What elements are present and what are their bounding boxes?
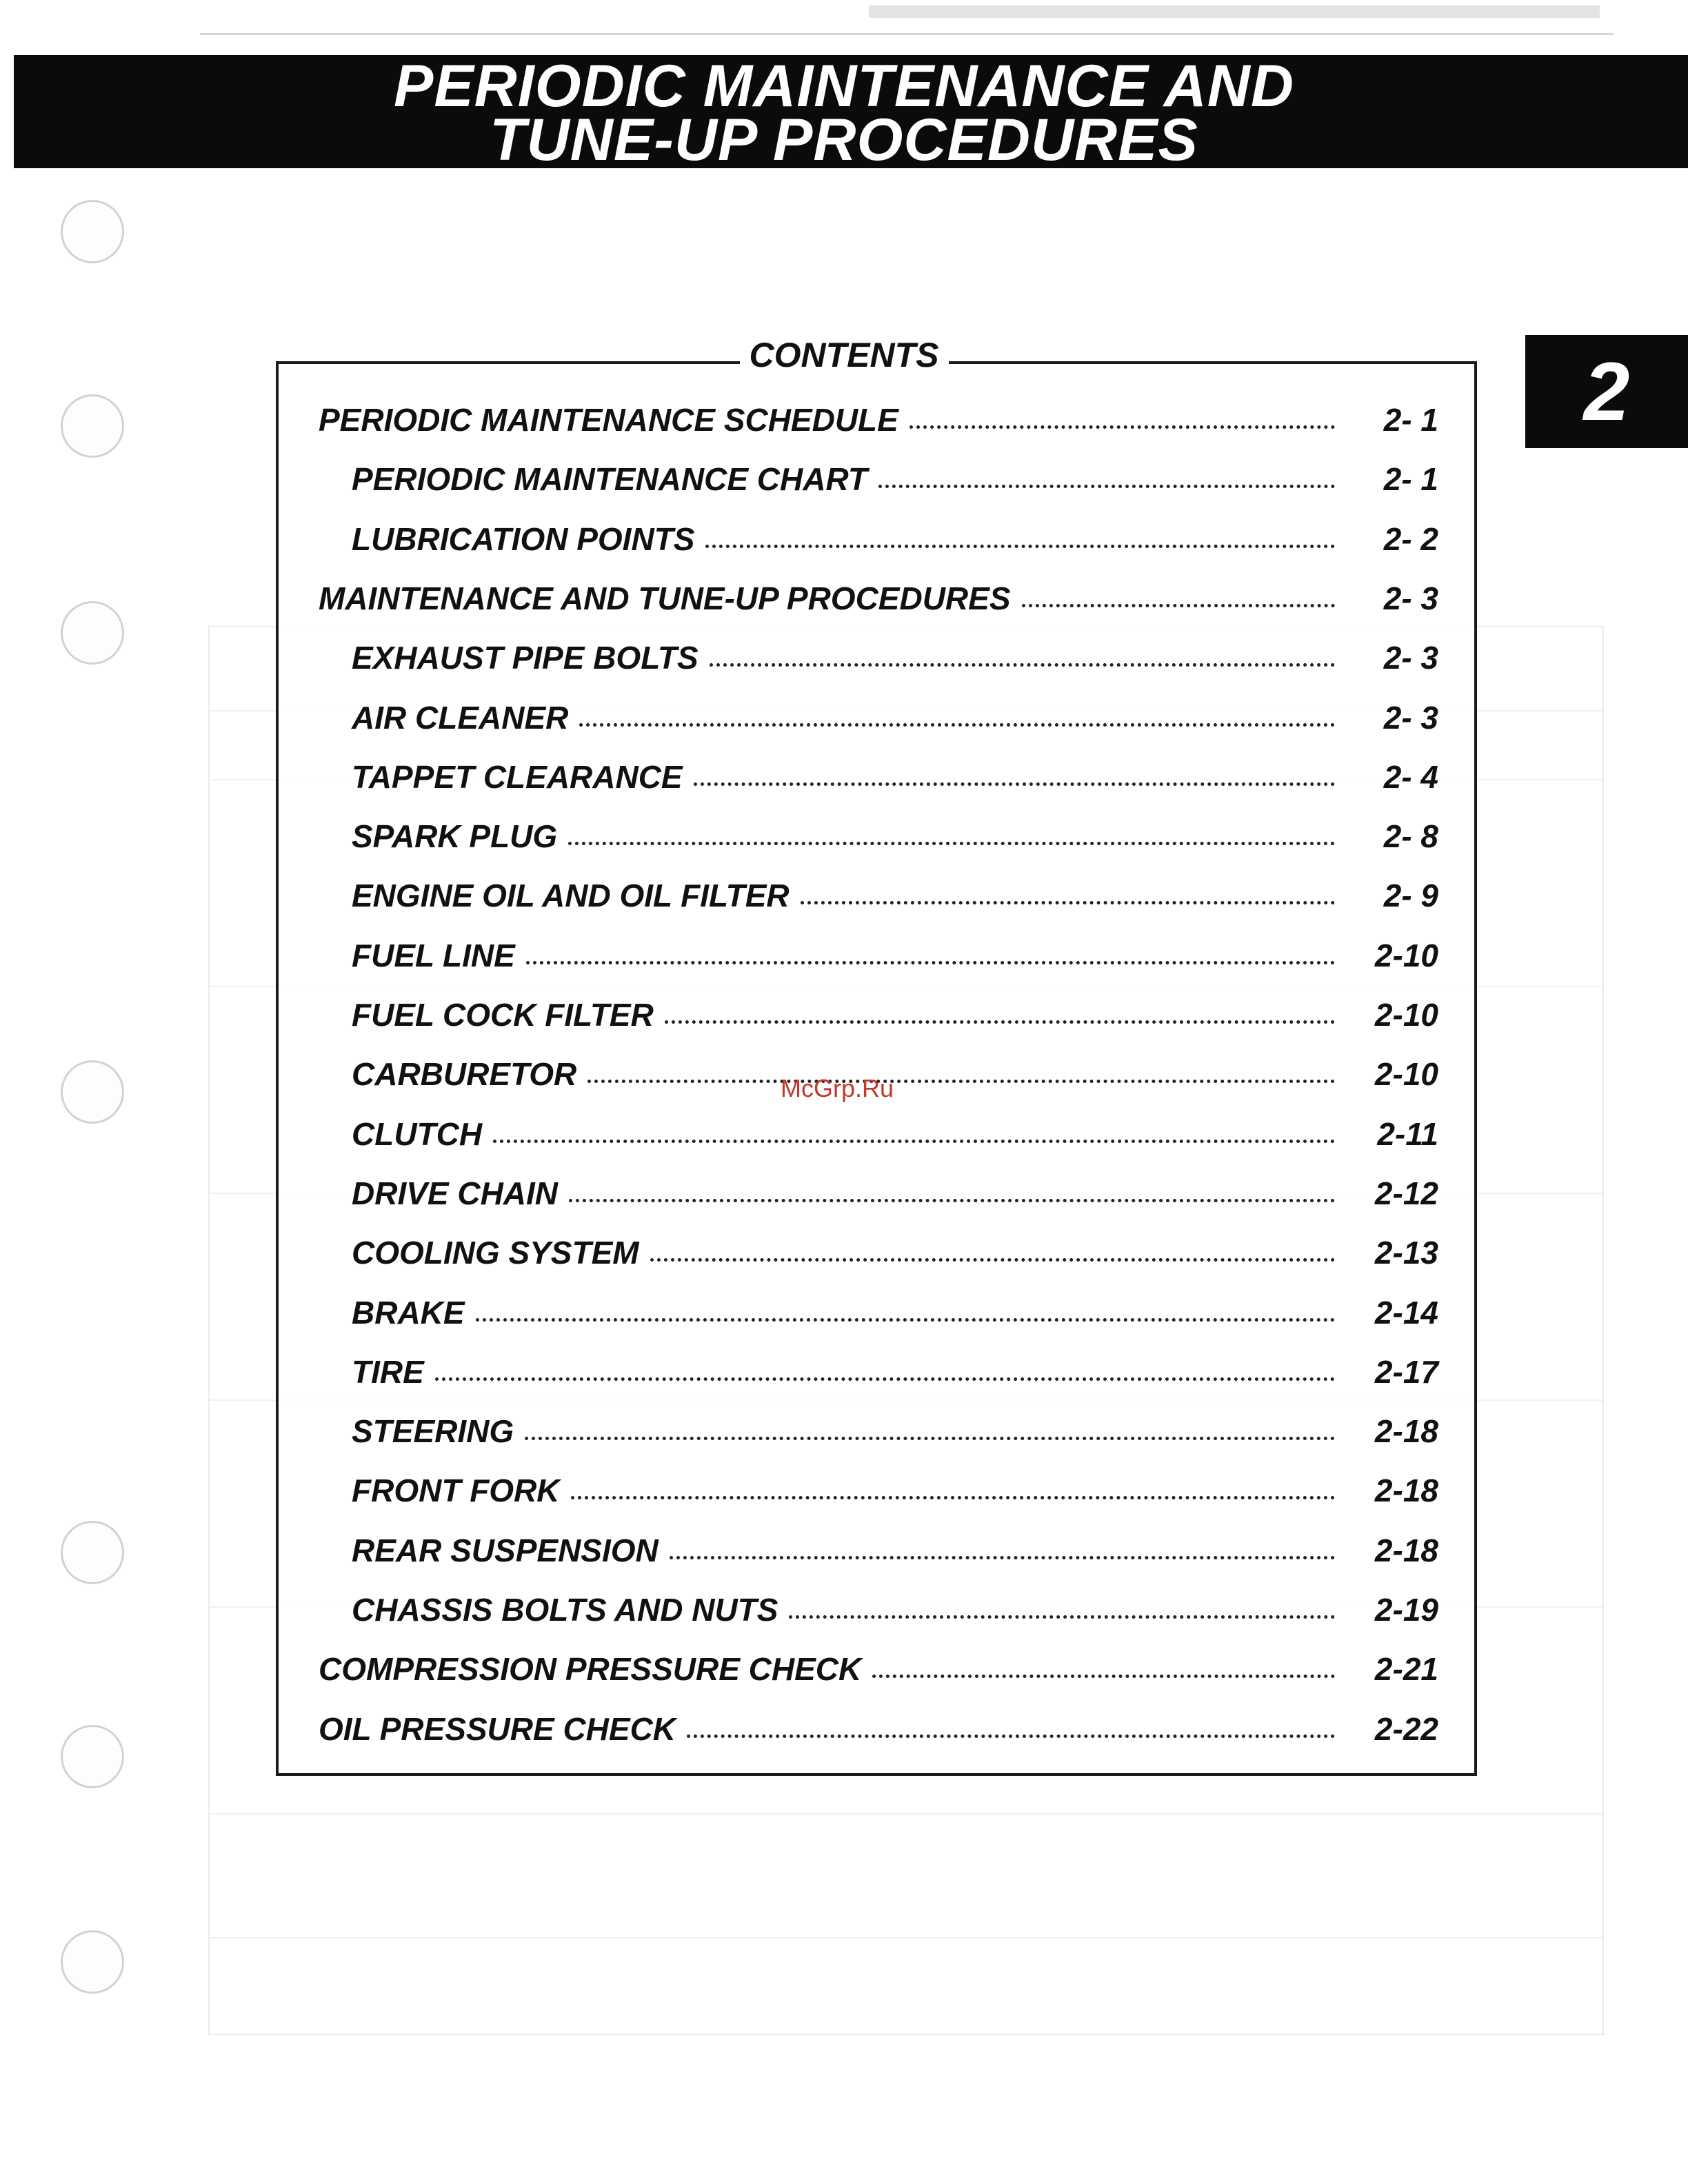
toc-entry[interactable] [352, 454, 1438, 495]
toc-leader-dots [1022, 604, 1335, 607]
toc-entry-page: 2- 1 [1383, 461, 1438, 497]
toc-entry-page: 2-22 [1374, 1711, 1438, 1747]
toc-entry-label: FUEL LINE [352, 938, 515, 973]
toc-entry[interactable] [319, 394, 1438, 436]
toc-leader-dots [493, 1140, 1335, 1143]
chapter-tab: 2 [1525, 335, 1688, 448]
toc-entry-page: 2-18 [1374, 1473, 1438, 1508]
toc-entry-label: COOLING SYSTEM [352, 1235, 639, 1271]
toc-entry-label: SPARK PLUG [352, 818, 558, 854]
toc-entry-label: FUEL COCK FILTER [352, 997, 654, 1033]
toc-entry-label: REAR SUSPENSION [352, 1533, 659, 1568]
toc-entry[interactable] [352, 1346, 1438, 1388]
toc-entry-label: AIR CLEANER [352, 700, 569, 736]
toc-entry[interactable] [352, 514, 1438, 555]
toc-entry-page: 2-14 [1374, 1295, 1438, 1331]
toc-entry-page: 2- 8 [1383, 818, 1438, 854]
toc-entry-label: EXHAUST PIPE BOLTS [352, 640, 699, 676]
toc-entry-label: PERIODIC MAINTENANCE CHART [352, 461, 867, 497]
toc-entry-label: MAINTENANCE AND TUNE-UP PROCEDURES [319, 580, 1011, 616]
toc-entry[interactable] [352, 1584, 1438, 1626]
toc-entry-label: CHASSIS BOLTS AND NUTS [352, 1592, 778, 1628]
toc-entry[interactable] [352, 1465, 1438, 1506]
toc-entry-page: 2- 1 [1383, 402, 1438, 438]
toc-entry-page: 2-17 [1374, 1354, 1438, 1390]
toc-entry-label: CLUTCH [352, 1116, 483, 1152]
toc-entry[interactable] [319, 1644, 1438, 1685]
bleed-through-header [869, 6, 1600, 18]
toc-entry-page: 2-18 [1374, 1533, 1438, 1568]
binder-hole [61, 394, 124, 458]
toc-entry-page: 2-10 [1374, 1056, 1438, 1092]
toc-entry-page: 2-12 [1374, 1175, 1438, 1211]
watermark: McGrp.Ru [781, 1074, 894, 1102]
toc-leader-dots [694, 782, 1335, 786]
binder-hole [61, 1521, 124, 1584]
toc-leader-dots [872, 1675, 1335, 1678]
toc-entry-label: LUBRICATION POINTS [352, 521, 695, 557]
toc-entry[interactable] [319, 1703, 1438, 1745]
toc-leader-dots [476, 1318, 1335, 1322]
toc-entry[interactable] [352, 1227, 1438, 1271]
toc-entry[interactable] [352, 930, 1438, 971]
toc-entry-page: 2- 3 [1383, 640, 1438, 676]
toc-leader-dots [801, 901, 1335, 904]
toc-entry-label: TIRE [352, 1354, 424, 1390]
toc-entry[interactable] [352, 1109, 1438, 1150]
toc-leader-dots [789, 1615, 1335, 1619]
binder-hole [61, 200, 124, 263]
toc-entry[interactable] [352, 989, 1438, 1031]
toc-leader-dots [579, 723, 1335, 727]
toc-entry-label: ENGINE OIL AND OIL FILTER [352, 878, 790, 913]
toc-leader-dots [587, 1080, 1335, 1083]
toc-entry-label: DRIVE CHAIN [352, 1175, 559, 1211]
toc-entry-label: COMPRESSION PRESSURE CHECK [319, 1651, 862, 1687]
contents-heading: CONTENTS [0, 338, 1688, 372]
toc-leader-dots [665, 1020, 1335, 1024]
toc-leader-dots [878, 485, 1335, 488]
toc-entry-label: TAPPET CLEARANCE [352, 759, 683, 795]
toc-entry-label: FRONT FORK [352, 1473, 560, 1508]
toc-entry[interactable] [352, 811, 1438, 852]
toc-entry[interactable] [352, 751, 1438, 793]
toc-leader-dots [571, 1496, 1335, 1499]
toc-entry-page: 2-13 [1374, 1235, 1438, 1271]
toc-leader-dots [910, 425, 1335, 429]
toc-entry[interactable] [352, 1049, 1438, 1090]
toc-entry[interactable] [352, 870, 1438, 911]
toc-leader-dots [687, 1735, 1335, 1738]
page-title-line-2: TUNE-UP PROCEDURES [490, 107, 1198, 173]
binder-hole [61, 1060, 124, 1124]
header-rule [200, 33, 1614, 35]
toc-leader-dots [525, 1437, 1335, 1440]
toc-entry-label: OIL PRESSURE CHECK [319, 1711, 676, 1747]
toc-entry-page: 2- 2 [1383, 521, 1438, 557]
toc-entry[interactable] [352, 1406, 1438, 1447]
toc-entry-page: 2-19 [1374, 1592, 1438, 1628]
toc-leader-dots [670, 1556, 1335, 1559]
binder-hole [61, 601, 124, 665]
toc-leader-dots [650, 1258, 1335, 1262]
toc-leader-dots [569, 1199, 1335, 1202]
toc-entry-page: 2- 4 [1383, 759, 1438, 795]
toc-entry-label: PERIODIC MAINTENANCE SCHEDULE [319, 402, 898, 438]
toc-entry-label: STEERING [352, 1413, 514, 1449]
page-title-line-1: PERIODIC MAINTENANCE AND [393, 53, 1295, 119]
toc-entry-label: CARBURETOR [352, 1056, 577, 1092]
toc-entry-page: 2-10 [1374, 938, 1438, 973]
toc-entry-page: 2- 9 [1383, 878, 1438, 913]
toc-entry[interactable] [319, 573, 1438, 614]
toc-entry-label: BRAKE [352, 1295, 465, 1331]
toc-leader-dots [710, 663, 1335, 667]
toc-entry-page: 2- 3 [1383, 700, 1438, 736]
toc-entry-page: 2-18 [1374, 1413, 1438, 1449]
toc-leader-dots [705, 545, 1335, 548]
toc-leader-dots [435, 1377, 1335, 1381]
toc-entry[interactable] [352, 632, 1438, 674]
toc-entry[interactable] [352, 692, 1438, 734]
binder-hole [61, 1930, 124, 1994]
toc-leader-dots [526, 961, 1335, 964]
toc-entry[interactable] [352, 1168, 1438, 1209]
toc-entry-page: 2- 3 [1383, 580, 1438, 616]
toc-entry[interactable] [352, 1287, 1438, 1331]
toc-entry-page: 2-21 [1374, 1651, 1438, 1687]
toc-entry-page: 2-10 [1374, 997, 1438, 1033]
toc-entry[interactable] [352, 1525, 1438, 1566]
binder-hole [61, 1725, 124, 1788]
toc-leader-dots [568, 842, 1335, 845]
toc-entry-page: 2-11 [1377, 1116, 1438, 1152]
